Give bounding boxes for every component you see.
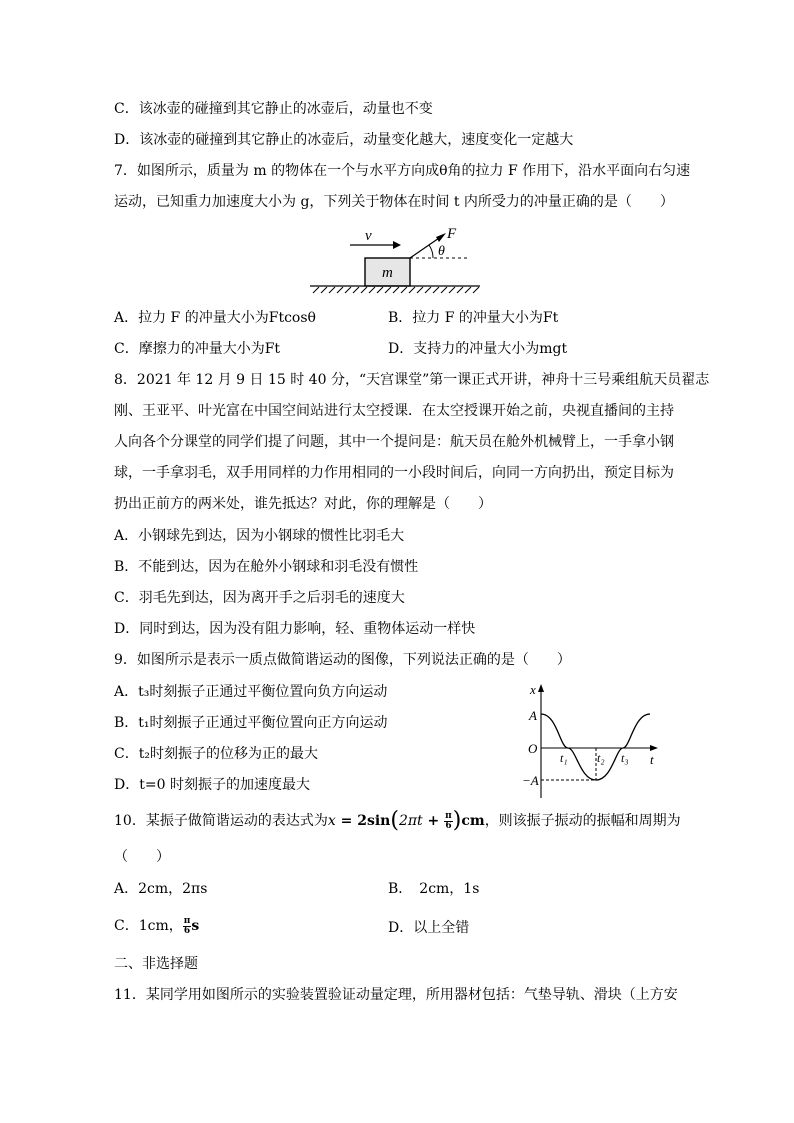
q10-option-a: A．2cm，2πs xyxy=(114,881,208,897)
q9-option-c: C．t₂时刻振子的位移为正的最大 xyxy=(114,746,318,762)
velocity-label: v xyxy=(365,228,372,244)
t-axis-label: t xyxy=(650,752,654,767)
q8-option-a: A．小钢球先到达，因为小钢球的惯性比羽毛大 xyxy=(114,528,405,544)
t3-label: t₃ xyxy=(621,751,629,765)
amplitude-positive-label: A xyxy=(529,708,537,723)
t2-label: t₂ xyxy=(597,751,605,765)
q9-option-d: D．t=0 时刻振子的加速度最大 xyxy=(114,777,310,793)
theta-label: θ xyxy=(438,244,445,259)
q7-stem-line-2: 运动，已知重力加速度大小为 g，下列关于物体在时间 t 内所受力的冲量正确的是（ ） xyxy=(114,194,674,210)
section-heading: 二、非选择题 xyxy=(114,956,198,972)
q9-option-a: A．t₃时刻振子正通过平衡位置向负方向运动 xyxy=(114,684,388,700)
q10-stem xyxy=(114,808,681,833)
q11-stem-line-1: 11．某同学用如图所示的实验装置验证动量定理，所用器材包括：气垫导轨、滑块（上方安 xyxy=(114,987,678,1003)
q9-shm-graph xyxy=(520,682,662,800)
q8-stem-line-3: 人向各个分课堂的同学们提了问题，其中一个提问是：航天员在舱外机械臂上，一手拿小钢 xyxy=(114,434,674,450)
t1-label: t₁ xyxy=(560,751,568,765)
q10-option-c-prefix: C．1cm， xyxy=(114,918,183,934)
origin-label: O xyxy=(528,741,538,756)
x-axis-label: x xyxy=(530,682,536,697)
q8-stem-line-2: 刚、王亚平、叶光富在中国空间站进行太空授课．在太空授课开始之前，央视直播间的主持 xyxy=(114,403,674,419)
q8-option-c: C．羽毛先到达，因为离开手之后羽毛的速度大 xyxy=(114,590,405,606)
q10-option-c xyxy=(114,916,199,936)
q8-option-b: B．不能到达，因为在舱外小钢球和羽毛没有惯性 xyxy=(114,559,419,575)
q10-option-b: B． 2cm，1s xyxy=(388,881,480,897)
q10-option-d: D．以上全错 xyxy=(388,920,470,936)
mass-label: m xyxy=(382,265,393,281)
q6-option-c: C．该冰壶的碰撞到其它静止的冰壶后，动量也不变 xyxy=(114,101,433,117)
q8-stem-line-1: 8．2021 年 12 月 9 日 15 时 40 分，“天宫课堂”第一课正式开讲，神舟十三号乘组航天员翟志 xyxy=(114,372,710,388)
q8-stem-line-5: 扔出正前方的两米处，谁先抵达？对此，你的理解是（ ） xyxy=(114,496,492,512)
q10-stem-suffix: ，则该振子振动的振幅和周期为 xyxy=(484,813,681,829)
q9-stem: 9．如图所示是表示一质点做简谐运动的图像，下列说法正确的是（ ） xyxy=(114,652,571,668)
q7-option-b: B．拉力 F 的冲量大小为Ft xyxy=(388,310,559,326)
q7-stem-line-1: 7．如图所示，质量为 m 的物体在一个与水平方向成θ角的拉力 F 作用下，沿水平面向右匀速 xyxy=(114,163,691,179)
q9-option-b: B．t₁时刻振子正通过平衡位置向正方向运动 xyxy=(114,715,388,731)
amplitude-negative-label: −A xyxy=(522,773,539,788)
q10-option-c-unit: s xyxy=(191,918,200,934)
q10-paren: （ ） xyxy=(114,849,170,865)
q8-stem-line-4: 球，一手拿羽毛，双手用同样的力作用相同的一小段时间后，向同一方向扔出，预定目标为 xyxy=(114,465,674,481)
q7-option-c: C．摩擦力的冲量大小为Ft xyxy=(114,341,281,357)
q6-option-d: D．该冰壶的碰撞到其它静止的冰壶后，动量变化越大，速度变化一定越大 xyxy=(114,132,574,148)
q10-stem-prefix: 10．某振子做简谐运动的表达式为 xyxy=(114,813,328,829)
q10-formula: x = 2sin ( 2πt + $\frac{\pi}{6}$ ) cm xyxy=(327,808,485,833)
q7-option-d: D．支持力的冲量大小为mgt xyxy=(388,341,568,357)
q7-option-a: A．拉力 F 的冲量大小为Ftcosθ xyxy=(114,310,316,326)
q8-option-d: D．同时到达，因为没有阻力影响，轻、重物体运动一样快 xyxy=(114,621,476,637)
force-label: F xyxy=(447,226,457,242)
q7-block-diagram xyxy=(305,222,485,298)
q10-option-c-fraction: π 6 xyxy=(183,915,191,936)
